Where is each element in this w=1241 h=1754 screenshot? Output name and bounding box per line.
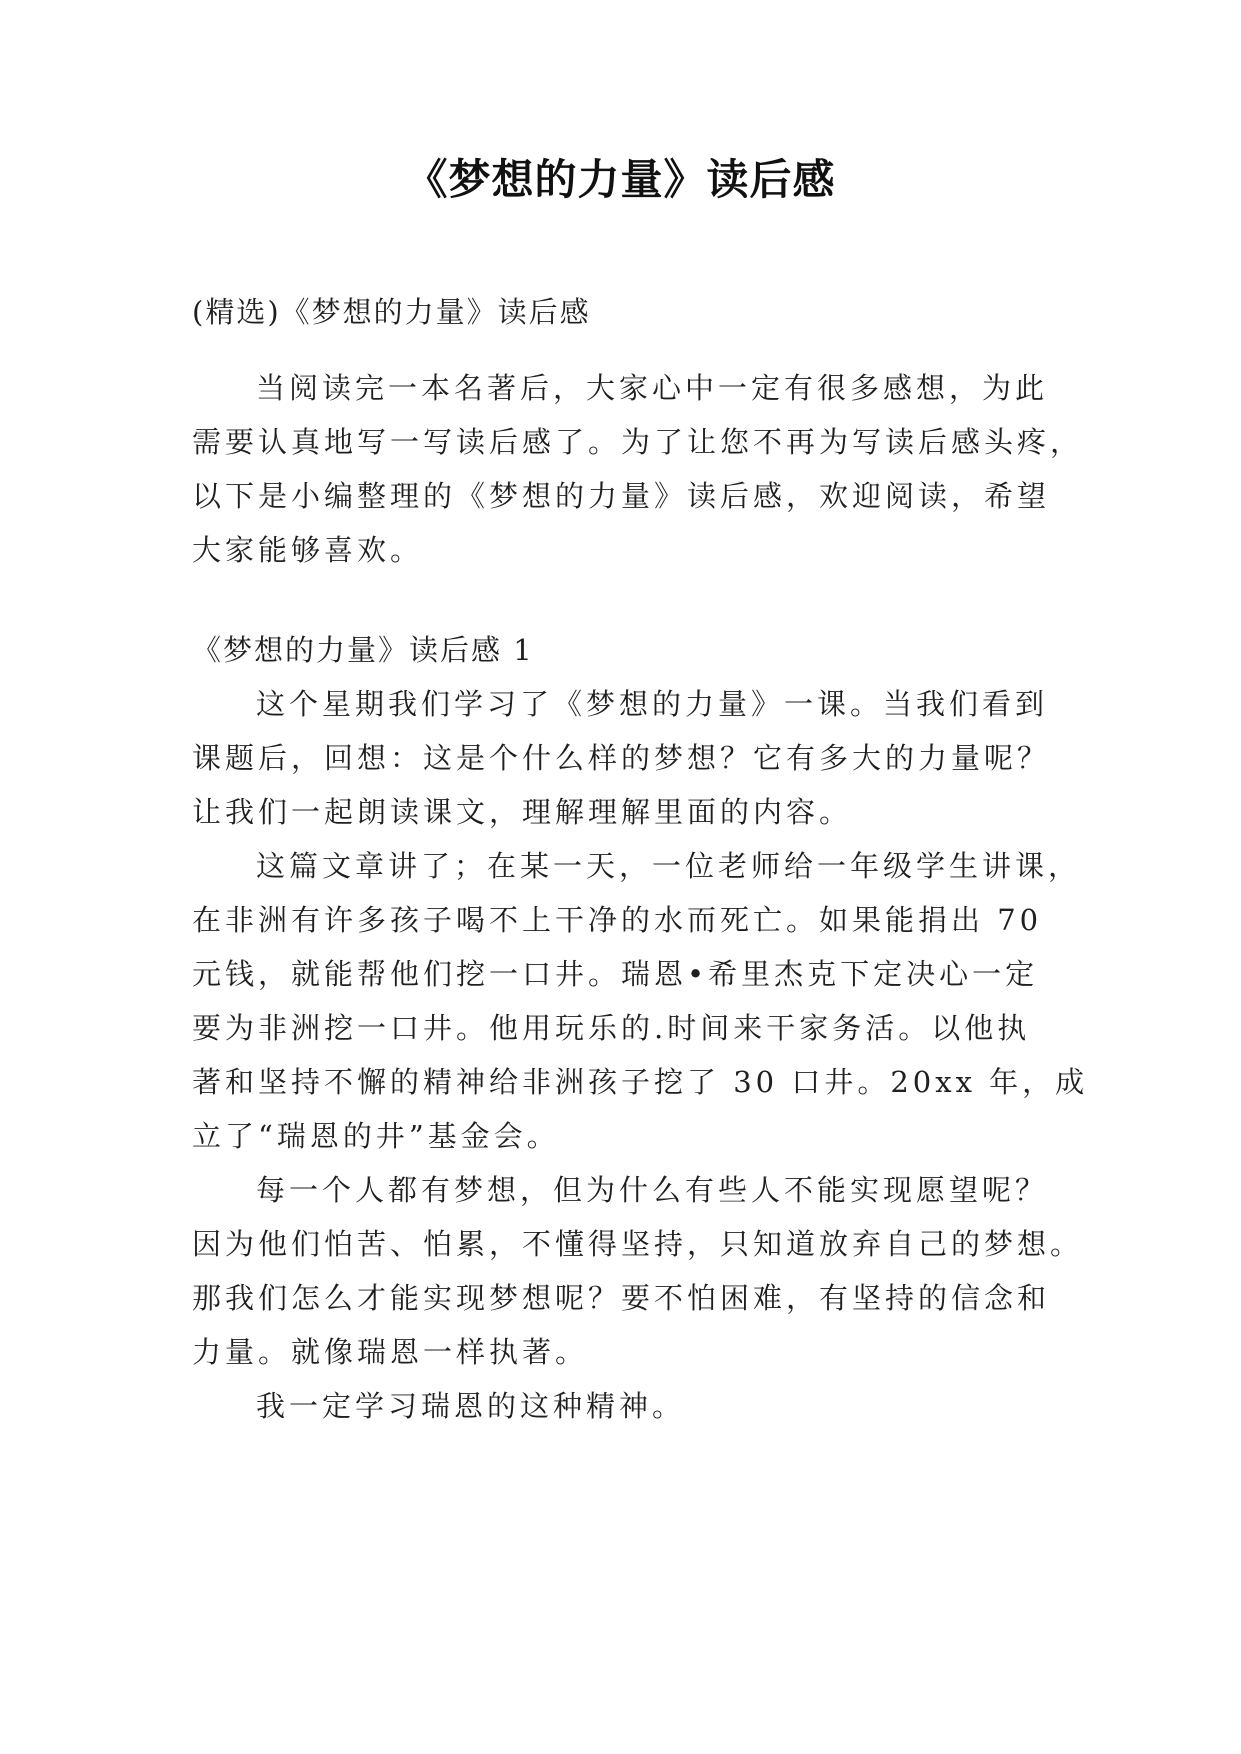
paragraph-line: 元钱，就能帮他们挖一口井。瑞恩•希里杰克下定决心一定: [192, 957, 1039, 991]
section-heading: 《梦想的力量》读后感 1: [192, 633, 534, 667]
paragraph-line: 要为非洲挖一口井。他用玩乐的.时间来干家务活。以他执: [192, 1011, 1031, 1045]
intro-line: 大家能够喜欢。: [192, 533, 424, 567]
intro-line: 以下是小编整理的《梦想的力量》读后感，欢迎阅读，希望: [192, 479, 1051, 513]
intro-line: 当阅读完一本名著后，大家心中一定有很多感想，为此: [256, 371, 1049, 405]
intro-line: 需要认真地写一写读后感了。为了让您不再为写读后感头疼，: [192, 425, 1084, 459]
paragraph-line: 我一定学习瑞恩的这种精神。: [256, 1389, 686, 1423]
paragraph-line: 立了“瑞恩的井”基金会。: [192, 1119, 560, 1153]
paragraph-line: 这篇文章讲了；在某一天，一位老师给一年级学生讲课，: [256, 849, 1082, 883]
paragraph-line: 课题后，回想：这是个什么样的梦想？它有多大的力量呢？: [192, 741, 1051, 775]
paragraph-line: 在非洲有许多孩子喝不上干净的水而死亡。如果能捐出 70: [192, 903, 1043, 937]
paragraph-line: 让我们一起朗读课文，理解理解里面的内容。: [192, 795, 853, 829]
document-title: 《梦想的力量》读后感: [405, 155, 836, 204]
paragraph-line: 每一个人都有梦想，但为什么有些人不能实现愿望呢？: [256, 1173, 1049, 1207]
paragraph-line: 那我们怎么才能实现梦想呢？要不怕困难，有坚持的信念和: [192, 1281, 1051, 1315]
paragraph-line: 力量。就像瑞恩一样执著。: [192, 1335, 589, 1369]
paragraph-line: 著和坚持不懈的精神给非洲孩子挖了 30 口井。20xx 年，成: [192, 1065, 1089, 1099]
document-subtitle: (精选)《梦想的力量》读后感: [192, 295, 591, 329]
paragraph-line: 这个星期我们学习了《梦想的力量》一课。当我们看到: [256, 687, 1049, 721]
paragraph-line: 因为他们怕苦、怕累，不懂得坚持，只知道放弃自己的梦想。: [192, 1227, 1084, 1261]
